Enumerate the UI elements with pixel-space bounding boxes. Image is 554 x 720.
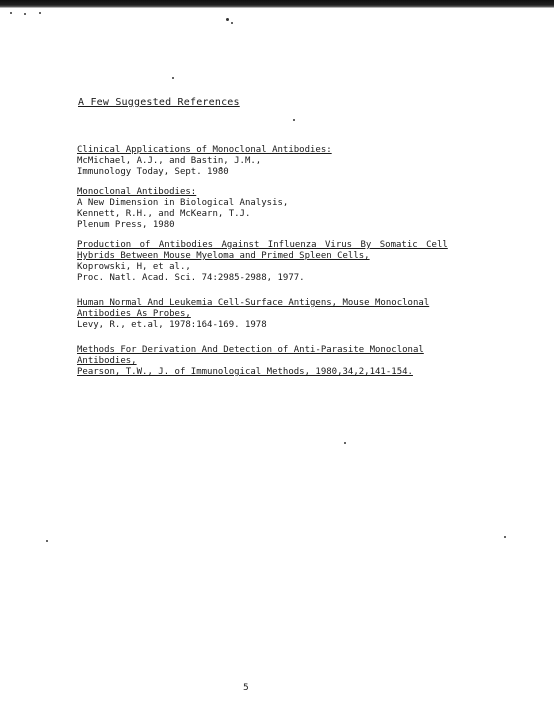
scan-speck xyxy=(293,119,295,121)
scan-speck xyxy=(10,12,12,14)
reference-title: Monoclonal Antibodies: xyxy=(77,187,197,197)
scan-speck xyxy=(504,536,506,538)
reference-source: Levy, R., et.al, 1978:164-169. 1978 xyxy=(77,320,267,330)
page-number: 5 xyxy=(243,683,249,693)
reference-source: Plenum Press, 1980 xyxy=(77,220,175,230)
reference-title-line: Production of Antibodies Against Influenza Virus By Somatic Cell xyxy=(77,240,448,250)
reference-title-line: Antibodies As Probes, xyxy=(77,309,191,319)
scan-speck xyxy=(24,13,26,15)
reference-title-line: Hybrids Between Mouse Myeloma and Primed Spleen Cells, xyxy=(77,251,370,261)
scan-speck xyxy=(231,22,233,24)
reference-title-line: Methods For Derivation And Detection of Anti-Parasite Monoclonal xyxy=(77,345,424,355)
scan-speck xyxy=(344,442,346,444)
reference-item xyxy=(77,240,475,284)
reference-source: Proc. Natl. Acad. Sci. 74:2985-2988, 1977. xyxy=(77,273,305,283)
page-heading: A Few Suggested References xyxy=(78,97,240,108)
reference-source: Pearson, T.W., J. of Immunological Methods, 1980,34,2,141-154. xyxy=(77,367,413,377)
reference-item xyxy=(77,345,424,378)
reference-title: Clinical Applications of Monoclonal Antibodies: xyxy=(77,145,332,155)
scan-speck xyxy=(46,540,48,542)
scan-top-edge xyxy=(0,0,554,8)
scan-speck xyxy=(39,12,41,14)
reference-source: Immunology Today, Sept. 1980 xyxy=(77,167,229,177)
reference-authors: Kennett, R.H., and McKearn, T.J. xyxy=(77,209,251,219)
scan-speck xyxy=(226,18,229,21)
scan-speck xyxy=(172,77,174,79)
reference-authors: Koprowski, H, et al., xyxy=(77,262,191,272)
reference-authors: McMichael, A.J., and Bastin, J.M., xyxy=(77,156,262,166)
reference-title-line: Antibodies, xyxy=(77,356,137,366)
reference-item xyxy=(77,145,332,178)
reference-item xyxy=(77,298,429,331)
reference-item xyxy=(77,187,288,231)
reference-title-line: Human Normal And Leukemia Cell-Surface Antigens, Mouse Monoclonal xyxy=(77,298,430,308)
reference-subtitle: A New Dimension in Biological Analysis, xyxy=(77,198,289,208)
